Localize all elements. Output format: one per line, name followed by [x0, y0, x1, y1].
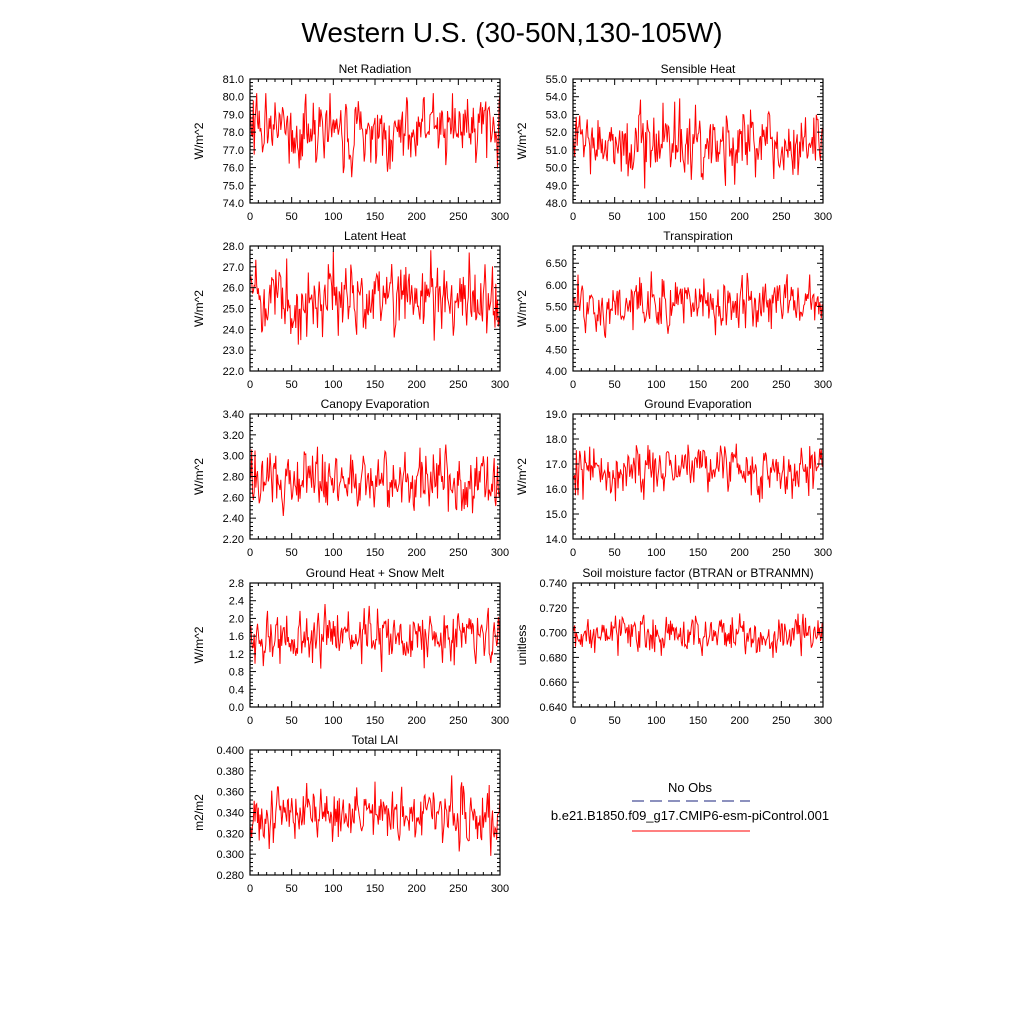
x-tick-label: 100 [647, 715, 666, 727]
y-tick-label: 0.340 [216, 807, 244, 820]
y-tick-label: 0.280 [216, 870, 244, 882]
y-tick-label: 25.0 [222, 303, 244, 316]
y-tick-label: 4.00 [545, 366, 567, 378]
y-tick-label: 0.380 [216, 765, 244, 778]
y-axis-label: W/m^2 [192, 458, 206, 495]
panel-title: Latent Heat [343, 229, 407, 243]
y-tick-label: 3.00 [222, 450, 244, 463]
x-tick-label: 0 [569, 547, 577, 559]
y-tick-label: 26.0 [222, 282, 244, 295]
y-tick-label: 0.720 [539, 602, 567, 615]
x-tick-label: 300 [490, 379, 510, 391]
x-tick-label: 50 [285, 211, 298, 223]
x-tick-label: 100 [647, 379, 666, 391]
x-tick-label: 50 [285, 715, 298, 727]
series-line [250, 93, 500, 177]
x-tick-label: 300 [490, 715, 510, 727]
x-tick-label: 250 [772, 211, 791, 223]
x-tick-label: 200 [407, 379, 426, 391]
chart-panel [192, 566, 509, 727]
y-tick-label: 0.700 [539, 627, 567, 640]
panel-title: Transpiration [663, 229, 733, 243]
y-tick-label: 2.20 [222, 534, 244, 546]
chart-panel [192, 62, 509, 223]
y-tick-label: 1.2 [228, 648, 244, 661]
y-tick-label: 27.0 [222, 261, 244, 274]
y-axis-label: W/m^2 [192, 290, 206, 327]
x-tick-label: 250 [449, 547, 468, 559]
y-tick-label: 3.20 [222, 429, 244, 442]
y-tick-label: 19.0 [545, 409, 567, 421]
x-tick-label: 200 [730, 715, 749, 727]
chart-panel [192, 733, 509, 895]
y-axis-label: unitless [515, 624, 529, 666]
y-axis-label: W/m^2 [192, 122, 206, 160]
y-tick-label: 1.6 [228, 631, 244, 644]
y-tick-label: 0.8 [228, 666, 244, 679]
x-tick-label: 250 [772, 547, 791, 559]
y-tick-label: 16.0 [545, 484, 567, 496]
panels [192, 62, 832, 895]
y-tick-label: 5.00 [545, 322, 567, 335]
y-tick-label: 79.0 [222, 109, 244, 122]
x-tick-label: 50 [285, 379, 298, 391]
y-tick-label: 0.660 [539, 677, 567, 690]
x-tick-label: 100 [324, 379, 343, 391]
panel-title: Canopy Evaporation [320, 397, 430, 411]
y-tick-label: 0.680 [539, 652, 567, 665]
series-line [573, 271, 823, 337]
y-tick-label: 74.0 [222, 198, 244, 210]
x-tick-label: 150 [688, 715, 708, 727]
y-tick-label: 6.50 [545, 258, 567, 271]
y-tick-label: 53.0 [545, 109, 567, 122]
x-tick-label: 0 [246, 211, 254, 223]
x-tick-label: 150 [365, 715, 385, 727]
y-tick-label: 55.0 [545, 74, 567, 86]
y-tick-label: 77.0 [222, 144, 244, 157]
y-tick-label: 2.80 [222, 471, 244, 484]
y-tick-label: 2.8 [228, 578, 244, 590]
chart-panel [515, 397, 832, 559]
panel-title: Sensible Heat [660, 62, 736, 76]
x-tick-label: 200 [407, 883, 426, 895]
y-tick-label: 49.0 [545, 180, 567, 193]
y-tick-label: 80.0 [222, 91, 244, 104]
x-tick-label: 250 [449, 211, 468, 223]
x-tick-label: 150 [688, 211, 708, 223]
legend-obs-label: No Obs [667, 780, 713, 795]
x-tick-label: 150 [365, 883, 385, 895]
y-tick-label: 0.360 [216, 786, 244, 799]
x-tick-label: 50 [608, 211, 621, 223]
panel-title: Ground Heat + Snow Melt [305, 566, 445, 580]
y-tick-label: 50.0 [545, 162, 567, 175]
x-tick-label: 200 [407, 547, 426, 559]
y-tick-label: 54.0 [545, 91, 567, 104]
panel-title: Total LAI [351, 733, 399, 747]
x-tick-label: 250 [772, 379, 791, 391]
x-tick-label: 0 [569, 715, 577, 727]
x-tick-label: 200 [407, 715, 426, 727]
chart-panel [192, 397, 509, 559]
y-tick-label: 0.4 [228, 684, 244, 697]
x-tick-label: 0 [246, 379, 254, 391]
x-tick-label: 50 [285, 547, 298, 559]
panel-title: Net Radiation [338, 62, 412, 76]
series-line [250, 445, 500, 517]
y-tick-label: 0.320 [216, 828, 244, 841]
y-tick-label: 24.0 [222, 324, 244, 337]
y-tick-label: 17.0 [545, 459, 567, 471]
y-axis-label: m2/m2 [192, 794, 206, 831]
y-tick-label: 6.00 [545, 279, 567, 292]
x-tick-label: 300 [490, 547, 510, 559]
x-tick-label: 100 [324, 883, 343, 895]
series-line [573, 613, 823, 657]
y-axis-label: W/m^2 [515, 458, 529, 495]
x-tick-label: 250 [449, 883, 468, 895]
plot-frame [573, 414, 823, 539]
x-tick-label: 300 [813, 211, 833, 223]
y-tick-label: 51.0 [545, 144, 567, 157]
x-tick-label: 150 [688, 547, 708, 559]
y-tick-label: 2.0 [228, 613, 244, 626]
y-tick-label: 18.0 [545, 434, 567, 446]
y-tick-label: 0.400 [216, 745, 244, 757]
y-tick-label: 75.0 [222, 180, 244, 193]
x-tick-label: 250 [772, 715, 791, 727]
y-tick-label: 28.0 [222, 241, 244, 253]
panel-title: Ground Evaporation [644, 397, 752, 411]
y-axis-label: W/m^2 [515, 290, 529, 327]
x-tick-label: 0 [569, 211, 577, 223]
x-tick-label: 0 [569, 379, 577, 391]
plot-frame [250, 414, 500, 539]
y-tick-label: 48.0 [545, 198, 567, 210]
x-tick-label: 150 [365, 379, 385, 391]
y-tick-label: 15.0 [545, 509, 567, 521]
y-tick-label: 2.4 [228, 595, 244, 608]
y-tick-label: 78.0 [222, 127, 244, 140]
y-tick-label: 23.0 [222, 345, 244, 358]
series-line [573, 444, 823, 503]
y-tick-label: 14.0 [545, 534, 567, 546]
x-tick-label: 100 [324, 547, 343, 559]
y-tick-label: 4.50 [545, 344, 567, 357]
x-tick-label: 50 [608, 547, 621, 559]
chart-panel [515, 229, 832, 391]
series-line [250, 604, 500, 672]
x-tick-label: 200 [730, 547, 749, 559]
series-line [250, 250, 500, 344]
x-tick-label: 50 [285, 883, 298, 895]
x-tick-label: 300 [490, 211, 510, 223]
x-tick-label: 200 [730, 211, 749, 223]
y-tick-label: 0.0 [228, 702, 244, 714]
y-tick-label: 2.60 [222, 492, 244, 505]
x-tick-label: 100 [647, 547, 666, 559]
figure-title: Western U.S. (30-50N,130-105W) [301, 17, 723, 48]
y-axis-label: W/m^2 [192, 626, 206, 664]
x-tick-label: 100 [647, 211, 666, 223]
series-line [250, 775, 500, 855]
x-tick-label: 300 [813, 547, 833, 559]
x-tick-label: 150 [365, 211, 385, 223]
x-tick-label: 0 [246, 883, 254, 895]
panel-title: Soil moisture factor (BTRAN or BTRANMN) [582, 566, 814, 580]
y-tick-label: 3.40 [222, 409, 244, 421]
chart-panel [515, 566, 832, 727]
x-tick-label: 100 [324, 211, 343, 223]
legend [551, 780, 829, 831]
x-tick-label: 0 [246, 547, 254, 559]
plot-frame [573, 583, 823, 707]
y-tick-label: 0.640 [539, 702, 567, 714]
chart-panel [192, 229, 509, 391]
y-tick-label: 5.50 [545, 301, 567, 314]
y-tick-label: 0.740 [539, 578, 567, 590]
series-line [573, 98, 823, 188]
x-tick-label: 200 [730, 379, 749, 391]
x-tick-label: 300 [813, 379, 833, 391]
legend-model-label: b.e21.B1850.f09_g17.CMIP6-esm-piControl.001 [550, 808, 830, 823]
x-tick-label: 300 [490, 883, 510, 895]
x-tick-label: 100 [324, 715, 343, 727]
y-tick-label: 81.0 [222, 74, 244, 86]
y-tick-label: 2.40 [222, 513, 244, 526]
x-tick-label: 50 [608, 379, 621, 391]
x-tick-label: 0 [246, 715, 254, 727]
y-tick-label: 0.300 [216, 849, 244, 862]
y-axis-label: W/m^2 [515, 122, 529, 160]
chart-panel [515, 62, 832, 223]
x-tick-label: 50 [608, 715, 621, 727]
x-tick-label: 150 [688, 379, 708, 391]
x-tick-label: 150 [365, 547, 385, 559]
y-tick-label: 52.0 [545, 127, 567, 140]
y-tick-label: 76.0 [222, 162, 244, 175]
x-tick-label: 250 [449, 715, 468, 727]
x-tick-label: 250 [449, 379, 468, 391]
x-tick-label: 300 [813, 715, 833, 727]
y-tick-label: 22.0 [222, 366, 244, 378]
x-tick-label: 200 [407, 211, 426, 223]
